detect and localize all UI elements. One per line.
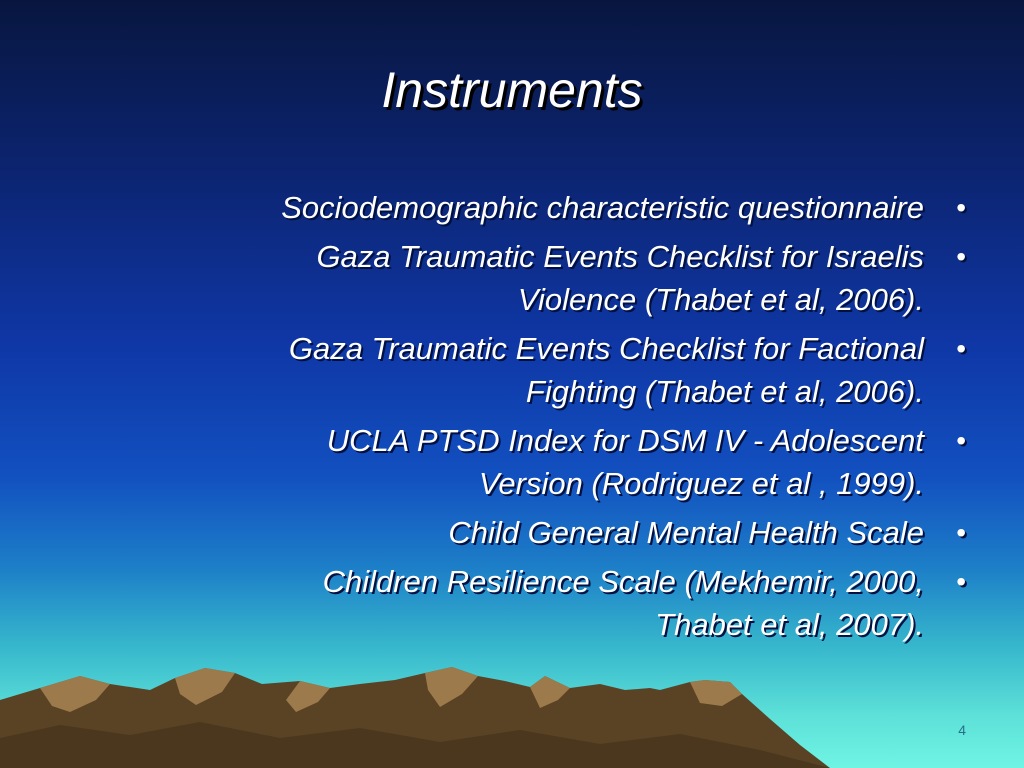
bullet-item xyxy=(60,327,972,413)
bullet-item xyxy=(60,560,972,646)
bullet-item xyxy=(60,186,972,229)
bullet-text: Thabet et al, 2007). xyxy=(655,607,924,642)
bullet-item xyxy=(60,419,972,505)
bullet-text: Version (Rodriguez et al , 1999). xyxy=(478,466,924,501)
bullet-icon: • xyxy=(956,517,966,548)
bullet-text: Child General Mental Health Scale xyxy=(448,515,924,550)
bullet-icon: • xyxy=(956,333,966,364)
bullet-icon: • xyxy=(956,425,966,456)
bullet-text: Children Resilience Scale (Mekhemir, 2000, xyxy=(322,564,924,599)
bullet-icon: • xyxy=(956,192,966,223)
bullet-item xyxy=(60,511,972,554)
bullet-icon: • xyxy=(956,566,966,597)
bullet-list xyxy=(60,186,972,652)
bullet-text: Violence (Thabet et al, 2006). xyxy=(517,282,924,317)
bullet-text: UCLA PTSD Index for DSM IV - Adolescent xyxy=(326,423,924,458)
bullet-icon: • xyxy=(956,241,966,272)
bullet-text: Gaza Traumatic Events Checklist for Israelis xyxy=(316,239,924,274)
slide-title: Instruments xyxy=(381,62,643,118)
bullet-text: Gaza Traumatic Events Checklist for Factional xyxy=(288,331,924,366)
bullet-text: Fighting (Thabet et al, 2006). xyxy=(525,374,924,409)
bullet-item xyxy=(60,235,972,321)
page-number: 4 xyxy=(958,722,966,738)
bullet-text: Sociodemographic characteristic questionnaire xyxy=(281,190,924,225)
